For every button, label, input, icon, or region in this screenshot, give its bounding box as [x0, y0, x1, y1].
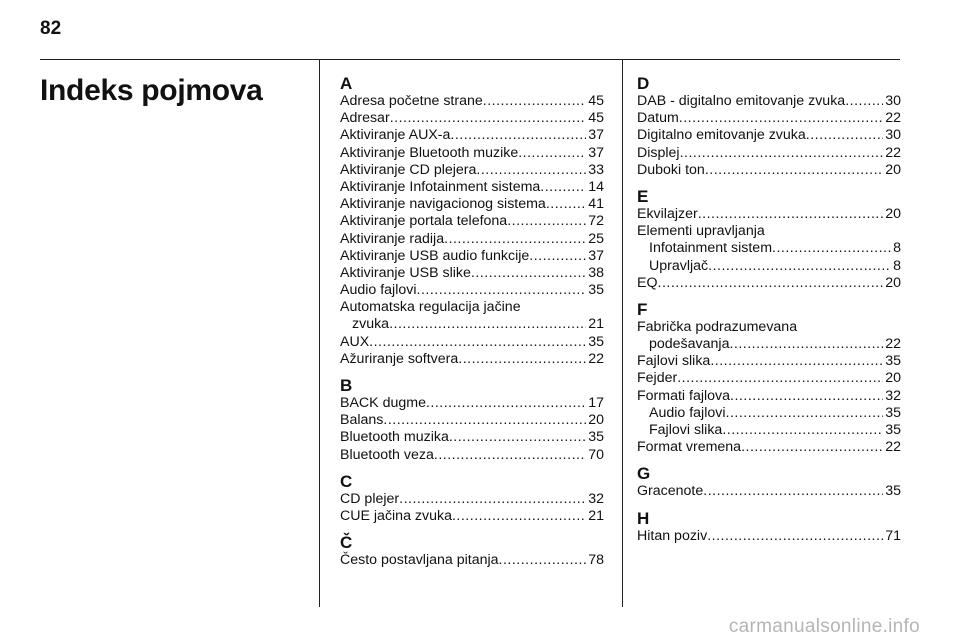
index-term: Displej: [637, 144, 680, 161]
index-page-ref: 20: [885, 205, 901, 222]
index-entry: [637, 483, 901, 500]
index-entry: [637, 240, 901, 257]
index-term: Fajlovi slika: [649, 422, 723, 438]
index-entry: [340, 110, 604, 127]
section-letter: A: [340, 74, 353, 93]
index-term: Audio fajlovi: [340, 282, 417, 299]
page-title: Indeks pojmova: [40, 74, 263, 107]
index-term: CUE jačina zvuka: [340, 507, 452, 524]
index-page-ref: 30: [885, 93, 901, 109]
leader-dots: [677, 370, 883, 387]
index-page-ref: 37: [588, 144, 604, 161]
leader-dots: [726, 405, 884, 422]
index-entry: [340, 231, 604, 248]
index-page-ref: 33: [588, 161, 604, 178]
index-term: Adresar: [340, 110, 390, 127]
index-term: Aktiviranje Infotainment sistema: [340, 178, 541, 195]
index-page-ref: 35: [885, 353, 901, 370]
index-entry: [637, 528, 901, 545]
leader-dots: [741, 439, 883, 456]
index-page-ref: 21: [588, 507, 604, 524]
index-entry: [637, 145, 901, 162]
index-entry: [340, 316, 604, 333]
section-letter: D: [637, 74, 650, 93]
index-term: Često postavljana pitanja: [340, 552, 499, 569]
index-page-ref: 22: [885, 144, 901, 161]
page-number: 82: [40, 18, 62, 39]
index-term: podešavanja: [649, 336, 730, 353]
index-term: Gracenote: [637, 483, 704, 500]
index-column-2: [637, 74, 901, 553]
index-page-ref: 17: [588, 395, 604, 411]
header-rule: [40, 59, 900, 60]
index-entry: [637, 405, 901, 422]
leader-dots: [399, 491, 586, 508]
leader-dots: [458, 351, 586, 368]
leader-dots: [729, 336, 883, 353]
index-term: EQ: [637, 274, 658, 291]
leader-dots: [658, 275, 884, 292]
index-entry: [340, 93, 604, 110]
index-term: Datum: [637, 110, 679, 127]
leader-dots: [707, 528, 883, 545]
index-entry: [340, 491, 604, 508]
section-letter: H: [637, 508, 650, 528]
leader-dots: [730, 388, 883, 405]
section-letter: Č: [340, 533, 353, 553]
index-page-ref: 70: [588, 446, 604, 463]
leader-dots: [449, 429, 586, 446]
index-page-ref: 22: [885, 110, 901, 127]
leader-dots: [417, 282, 587, 299]
index-term: Aktiviranje USB slike: [340, 264, 471, 281]
index-section: [637, 187, 901, 292]
index-term: Bluetooth veza: [340, 446, 434, 463]
index-section: [340, 74, 604, 368]
leader-dots: [529, 248, 586, 265]
index-term: Bluetooth muzika: [340, 429, 449, 446]
leader-dots: [772, 240, 891, 257]
section-letter: B: [340, 376, 353, 395]
index-term: Infotainment sistem: [649, 240, 773, 257]
watermark: carmanualsonline.info: [728, 616, 920, 637]
index-entry: [637, 110, 901, 127]
index-page-ref: 35: [885, 422, 901, 438]
index-column-1: [340, 74, 604, 577]
index-page-ref: 72: [588, 213, 604, 230]
index-page-ref: 20: [885, 370, 901, 387]
index-page-ref: 35: [885, 404, 901, 421]
leader-dots: [383, 412, 586, 429]
index-term: Balans: [340, 412, 384, 429]
index-entry: [340, 508, 604, 525]
index-page-ref: 71: [885, 527, 901, 544]
leader-dots: [806, 127, 883, 144]
index-page-ref: 8: [893, 257, 901, 274]
index-page-ref: 41: [588, 196, 604, 213]
leader-dots: [369, 334, 586, 351]
index-entry-heading: Fabrička podrazumevana: [637, 318, 798, 335]
index-entry: [637, 258, 901, 275]
leader-dots: [452, 508, 586, 525]
index-term: AUX: [340, 333, 370, 350]
index-section: [637, 509, 901, 545]
leader-dots: [507, 213, 586, 230]
index-entry: [340, 265, 604, 282]
index-page-ref: 14: [588, 178, 604, 195]
index-page-ref: 45: [588, 110, 604, 127]
index-entry-heading: Automatska regulacija jačine: [340, 299, 521, 316]
index-page-ref: 32: [885, 387, 901, 404]
index-entry: [340, 127, 604, 144]
index-page-ref: 45: [588, 93, 604, 109]
index-term: CD plejer: [340, 490, 400, 507]
section-letter: E: [637, 186, 649, 206]
leader-dots: [540, 179, 586, 196]
index-term: BACK dugme: [340, 395, 426, 411]
leader-dots: [680, 145, 884, 162]
index-term: Aktiviranje USB audio funkcije: [340, 247, 530, 264]
index-page-ref: 8: [893, 240, 901, 257]
leader-dots: [483, 93, 586, 110]
index-entry: [637, 353, 901, 370]
index-section: [637, 74, 901, 179]
index-page-ref: 38: [588, 264, 604, 281]
leader-dots: [389, 316, 586, 333]
index-entry: [637, 93, 901, 110]
index-page-ref: 20: [885, 161, 901, 178]
index-entry: [637, 439, 901, 456]
section-letter: G: [637, 464, 651, 484]
index-term: Aktiviranje portala telefona: [340, 213, 508, 230]
leader-dots: [426, 395, 586, 412]
index-page-ref: 35: [588, 333, 604, 350]
leader-dots: [471, 265, 586, 282]
index-page-ref: 37: [588, 127, 604, 144]
index-term: Aktiviranje AUX-a: [340, 127, 451, 144]
leader-dots: [679, 110, 883, 127]
index-entry: [637, 127, 901, 144]
index-entry: [637, 370, 901, 387]
leader-dots: [444, 231, 586, 248]
index-page-ref: 35: [588, 282, 604, 299]
index-term: Formati fajlova: [637, 387, 731, 404]
index-term: Ekvilajzer: [637, 205, 698, 222]
index-page-ref: 22: [885, 336, 901, 353]
index-term: Digitalno emitovanje zvuka: [637, 127, 806, 144]
leader-dots: [845, 93, 883, 110]
index-entry: [340, 351, 604, 368]
leader-dots: [546, 196, 586, 213]
index-term: Fajlovi slika: [637, 353, 711, 370]
index-term: Aktiviranje navigacionog sistema: [340, 196, 546, 213]
index-term: Fejder: [637, 370, 678, 387]
section-letter: F: [637, 299, 648, 319]
index-entry-heading: Elementi upravljanja: [637, 223, 765, 240]
index-term: Aktiviranje radija: [340, 230, 445, 247]
leader-dots: [450, 127, 586, 144]
index-term: Audio fajlovi: [649, 404, 726, 421]
index-entry: [340, 213, 604, 230]
section-letter: C: [340, 471, 353, 491]
index-entry: [340, 412, 604, 429]
index-entry: [340, 447, 604, 464]
leader-dots: [703, 483, 883, 500]
leader-dots: [698, 206, 884, 223]
index-page-ref: 78: [588, 552, 604, 569]
index-entry: [340, 196, 604, 213]
index-page-ref: 20: [588, 412, 604, 429]
index-term: zvuka: [352, 316, 390, 333]
index-page-ref: 32: [588, 490, 604, 507]
index-entry: [637, 336, 901, 353]
leader-dots: [708, 258, 891, 275]
column-divider-left: [319, 59, 320, 607]
index-entry: [340, 334, 604, 351]
index-entry: [340, 162, 604, 179]
index-term: Format vremena: [637, 439, 742, 456]
leader-dots: [390, 110, 587, 127]
index-term: Ažuriranje softvera: [340, 350, 459, 367]
index-page-ref: 35: [588, 429, 604, 446]
leader-dots: [476, 162, 586, 179]
index-page-ref: 30: [885, 127, 901, 144]
column-divider-right: [622, 59, 623, 607]
index-entry: [340, 179, 604, 196]
index-entry: [340, 145, 604, 162]
index-page-ref: 25: [588, 230, 604, 247]
index-entry: [340, 552, 604, 569]
index-term: DAB - digitalno emitovanje zvuka: [637, 93, 846, 109]
leader-dots: [518, 145, 586, 162]
index-entry: [340, 429, 604, 446]
index-entry: [340, 282, 604, 299]
index-entry: [637, 422, 901, 439]
index-section: [637, 300, 901, 457]
index-entry: [340, 395, 604, 412]
index-page-ref: 20: [885, 274, 901, 291]
index-term: Adresa početne strane: [340, 93, 483, 109]
leader-dots: [722, 422, 883, 439]
index-entry: [637, 275, 901, 292]
leader-dots: [710, 353, 883, 370]
index-page-ref: 22: [588, 350, 604, 367]
leader-dots: [434, 447, 586, 464]
leader-dots: [499, 552, 587, 569]
index-section: [340, 472, 604, 525]
index-page-ref: 37: [588, 247, 604, 264]
index-term: Duboki ton: [637, 161, 705, 178]
index-term: Aktiviranje Bluetooth muzike: [340, 144, 519, 161]
index-term: Aktiviranje CD plejera: [340, 161, 477, 178]
index-term: Upravljač: [649, 257, 709, 274]
index-section: [637, 464, 901, 500]
index-entry: [637, 162, 901, 179]
index-section: [340, 533, 604, 569]
index-section: [340, 376, 604, 464]
index-entry: [637, 388, 901, 405]
index-term: Hitan poziv: [637, 527, 708, 544]
index-page-ref: 35: [885, 483, 901, 500]
index-page-ref: 22: [885, 439, 901, 456]
index-page-ref: 21: [588, 316, 604, 333]
index-entry: [637, 206, 901, 223]
index-entry: [340, 248, 604, 265]
leader-dots: [705, 162, 883, 179]
